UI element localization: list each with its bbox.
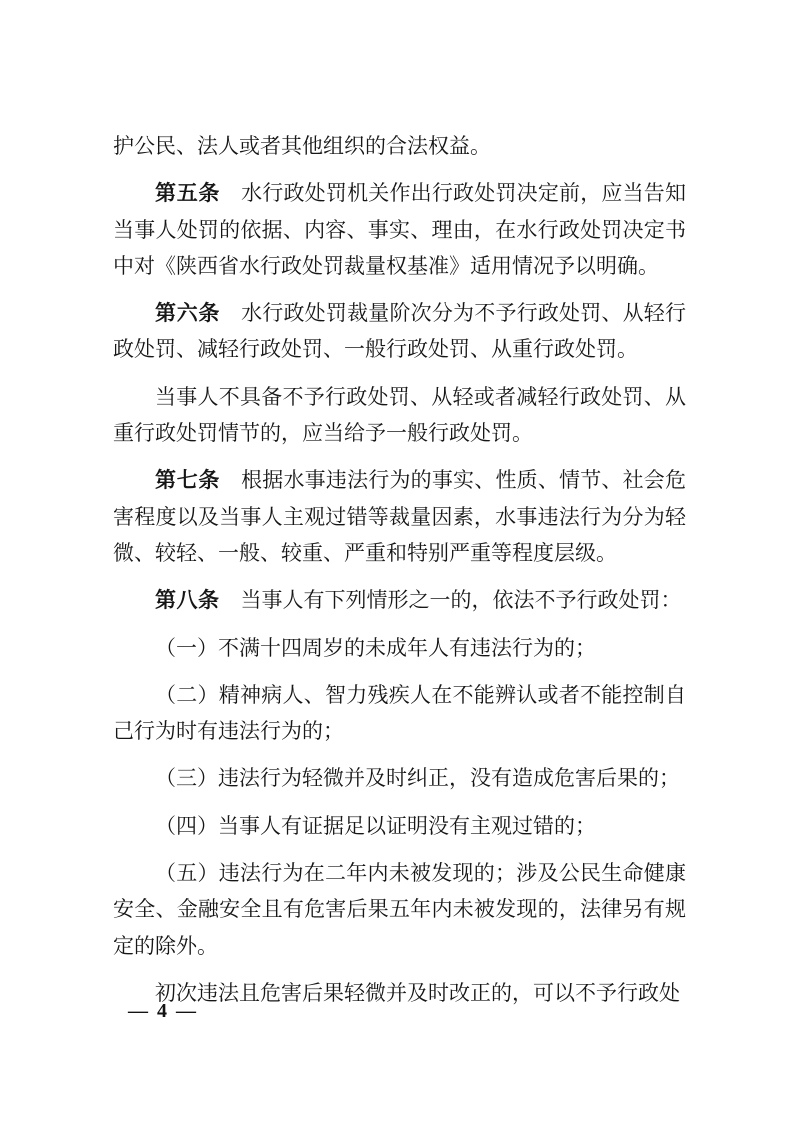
paragraph-text: （一）不满十四周岁的未成年人有违法行为的； — [155, 635, 596, 660]
paragraph-text: 当事人有下列情形之一的，依法不予行政处罚： — [240, 588, 682, 613]
paragraph-text: 护公民、法人或者其他组织的合法权益。 — [113, 134, 491, 158]
paragraph-text: （二）精神病人、智力残疾人在不能辨认或者不能控制自己行为时有违法行为的； — [113, 682, 686, 744]
paragraph-text: （五）违法行为在二年内未被发现的；涉及公民生命健康安全、金融安全且有危害后果五年内未被发现的，法律另有规定的除外。 — [113, 861, 686, 958]
article-number: 第五条 — [155, 181, 221, 206]
paragraph-article-5 — [113, 175, 686, 284]
list-item-3 — [113, 760, 686, 796]
paragraph-text: 水行政处罚裁量阶次分为不予行政处罚、从轻行政处罚、减轻行政处罚、一般行政处罚、从重行政处罚。 — [113, 301, 687, 362]
paragraph-text: （三）违法行为轻微并及时纠正，没有造成危害后果的； — [155, 766, 680, 791]
paragraph — [113, 379, 686, 452]
paragraph-text: 水行政处罚机关作出行政处罚决定前，应当告知当事人处罚的依据、内容、事实、理由，在水行政处罚决定书中对《陕西省水行政处罚裁量权基准》适用情况予以明确。 — [113, 181, 687, 278]
paragraph-text: 当事人不具备不予行政处罚、从轻或者减轻行政处罚、从重行政处罚情节的，应当给予一般行政处罚。 — [113, 384, 686, 446]
list-item-5 — [113, 855, 686, 964]
article-number: 第七条 — [155, 468, 221, 493]
paragraph-article-8 — [113, 582, 686, 618]
document-body — [113, 128, 686, 1022]
paragraph-text: 初次违法且危害后果轻微并及时改正的，可以不予行政处 — [155, 980, 680, 1005]
paragraph-text: （四）当事人有证据足以证明没有主观过错的； — [155, 813, 596, 838]
list-item-2 — [113, 677, 686, 750]
page-number: — 4 — — [128, 1000, 198, 1022]
article-number: 第八条 — [155, 588, 220, 613]
list-item-4 — [113, 808, 686, 844]
paragraph-article-7 — [113, 462, 686, 571]
paragraph-continuation — [113, 128, 686, 164]
paragraph-last-cutoff — [113, 975, 686, 1011]
list-item-1 — [113, 630, 686, 666]
article-number: 第六条 — [155, 301, 221, 326]
paragraph-text: 根据水事违法行为的事实、性质、情节、社会危害程度以及当事人主观过错等裁量因素，水事违法行为分为轻微、较轻、一般、较重、严重和特别严重等程度层级。 — [113, 468, 687, 565]
paragraph-article-6 — [113, 295, 686, 368]
